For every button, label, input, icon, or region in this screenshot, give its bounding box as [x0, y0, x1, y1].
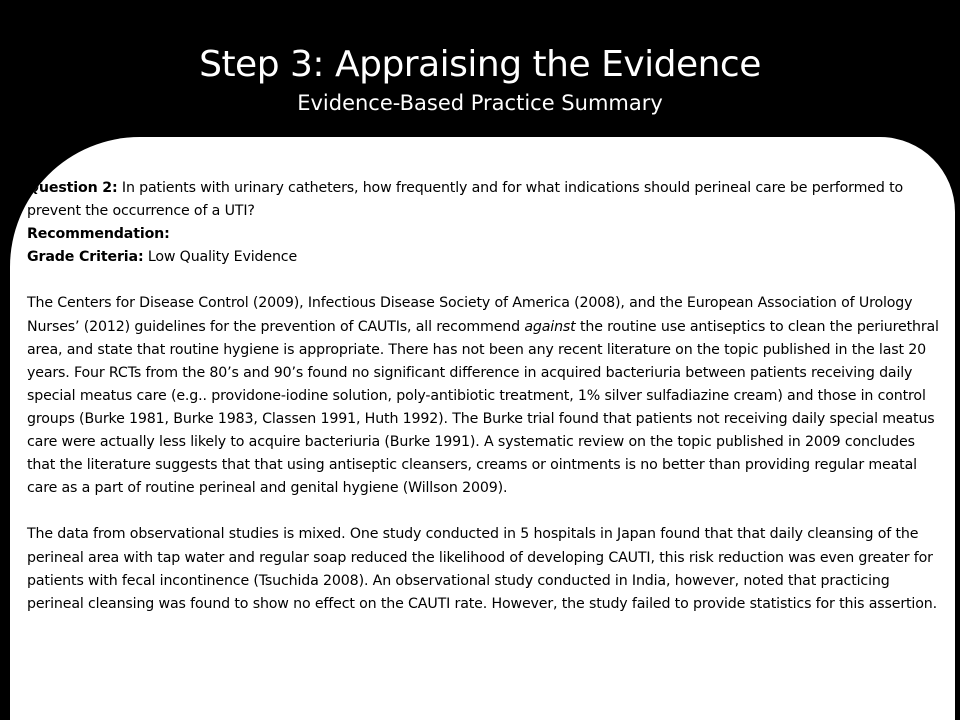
spacer — [27, 269, 947, 292]
question-label: Question 2: — [27, 180, 118, 196]
recommendation-line — [27, 223, 947, 246]
slide-title: Step 3: Appraising the Evidence — [199, 44, 761, 85]
content-text — [27, 177, 947, 616]
paragraph-guidelines-rest: the routine use antiseptics to clean the periurethral area, and state that routine hygiene is appropriate. There has not been any recent literature on the topic published in the last 20 years. Four RCTs from the 80’s and 90’s found no significant difference in acquired bacteriuria between patients receiving daily special meatus care (e.g.. providone-iodine solution, poly-antibiotic treatment, 1% silver sulfadiazine cream) and those in control groups (Burke 1981, Burke 1983, Classen 1991, Huth 1992). The Burke trial found that patients not receiving daily special meatus care were actually less likely to acquire bacteriuria (Burke 1991). A systematic review on the topic published in 2009 concludes that the literature suggests that that using antiseptic cleansers, creams or ointments is no better than providing regular meatal care as a part of routine perineal and genital hygiene (Willson 2009). — [27, 318, 939, 497]
paragraph-guidelines-emphasis: against — [524, 318, 576, 335]
question-text: In patients with urinary catheters, how frequently and for what indications should perineal care be performed to prevent the occurrence of a UTI? — [27, 180, 904, 220]
recommendation-label: Recommendation: — [27, 226, 170, 243]
grade-text: Low Quality Evidence — [143, 249, 298, 266]
content-panel — [10, 137, 955, 720]
grade-line — [27, 246, 947, 269]
paragraph-guidelines — [27, 292, 947, 500]
question-line — [27, 177, 947, 223]
slide-subtitle: Evidence-Based Practice Summary — [297, 91, 663, 115]
grade-label: Grade Criteria: — [27, 249, 144, 266]
title-block — [0, 40, 960, 116]
paragraph-observational: The data from observational studies is mixed. One study conducted in 5 hospitals in Japan found that that daily cleansing of the perineal area with tap water and regular soap reduced the likelihood of developing CAUTI, this risk reduction was even greater for patients with fecal incontinence (Tsuchida 2008). An observational study conducted in India, however, noted that practicing perineal cleansing was found to show no effect on the CAUTI rate. However, the study failed to provide statistics for this assertion. — [27, 526, 937, 612]
paragraph-guidelines-start: The Centers for Disease Control (2009), Infectious Disease Society of America (2008), and the European Association of Urology Nurses’ (2012) guidelines for the prevention of CAUTIs, all recommend — [27, 295, 913, 335]
spacer — [27, 500, 947, 523]
